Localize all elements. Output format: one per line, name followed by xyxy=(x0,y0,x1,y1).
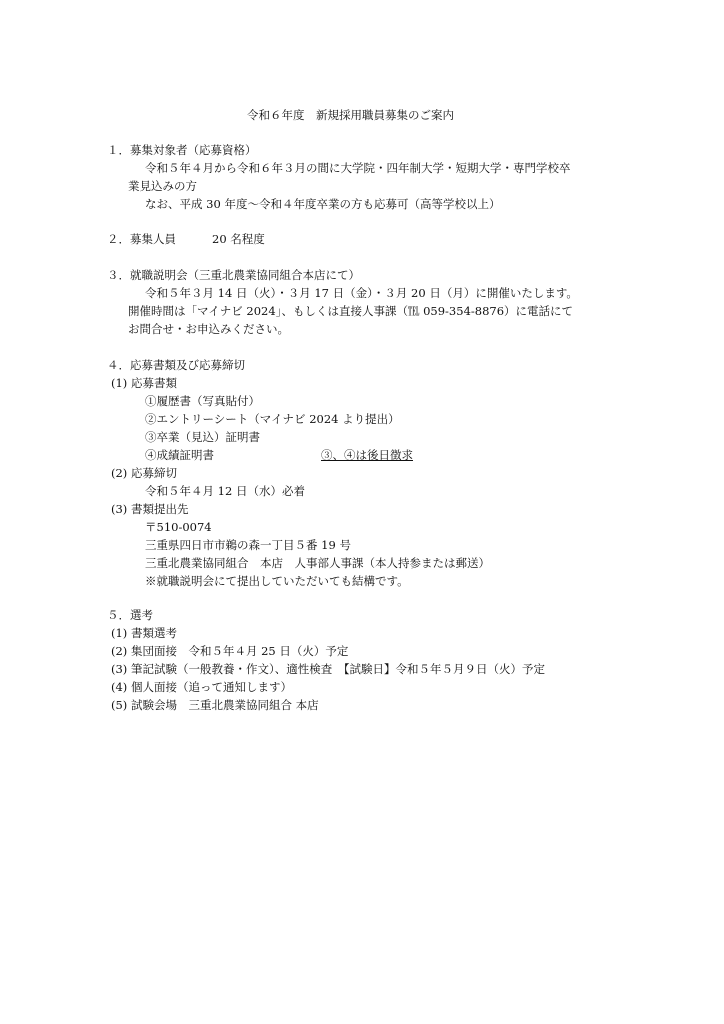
selection-item: (1) 書類選考 xyxy=(111,626,177,640)
subsection-destination: (3) 書類提出先 xyxy=(111,502,189,516)
section-2-heading: ２．募集人員 xyxy=(107,232,176,246)
section-1-line-3: なお、平成 30 年度～令和４年度卒業の方も応募可（高等学校以上） xyxy=(145,197,501,211)
doc-item-1: ①履歴書（写真貼付） xyxy=(145,394,260,408)
deadline-date: 令和５年４月 12 日（水）必着 xyxy=(145,484,305,498)
selection-item: (4) 個人面接（追って通知します） xyxy=(111,680,292,694)
subsection-documents: (1) 応募書類 xyxy=(111,376,177,390)
doc-item-3: ③卒業（見込）証明書 xyxy=(145,430,260,444)
section-3-line-1: 令和５年３月 14 日（火）・３月 17 日（金）・３月 20 日（月）に開催いたします。 xyxy=(145,286,578,300)
destination-office: 三重北農業協同組合 本店 人事部人事課（本人持参または郵送） xyxy=(145,556,490,570)
section-3-heading: ３．就職説明会（三重北農業協同組合本店にて） xyxy=(107,268,360,282)
section-1-heading: １．募集対象者（応募資格） xyxy=(107,143,257,157)
section-5-heading: ５．選考 xyxy=(107,608,153,622)
section-1-line-2: 業見込みの方 xyxy=(128,179,197,193)
section-3-line-3: お問合せ・お申込みください。 xyxy=(128,322,289,336)
page-title: 令和６年度 新規採用職員募集のご案内 xyxy=(247,108,454,122)
recruit-count: 20 名程度 xyxy=(212,232,265,246)
alternative-submission-note: ※就職説明会にて提出していただいても結構です。 xyxy=(145,574,409,588)
postal-code: 〒510-0074 xyxy=(145,520,212,534)
selection-item: (2) 集団面接 令和５年４月 25 日（火）予定 xyxy=(111,644,349,658)
subsection-deadline: (2) 応募締切 xyxy=(111,466,177,480)
section-1-line-1: 令和５年４月から令和６年３月の間に大学院・四年制大学・短期大学・専門学校卒 xyxy=(145,161,571,175)
selection-item: (5) 試験会場 三重北農業協同組合 本店 xyxy=(111,698,319,712)
doc-item-2: ②エントリーシート（マイナビ 2024 より提出） xyxy=(145,412,400,426)
section-3-line-2: 開催時間は「マイナビ 2024」、もしくは直接人事課（℡ 059‐354‐8876）に電話にて xyxy=(128,304,574,318)
selection-item: (3) 筆記試験（一般教養・作文）、適性検査 【試験日】令和５年５月９日（火）予定 xyxy=(111,662,545,676)
address: 三重県四日市市鵜の森一丁目５番 19 号 xyxy=(145,538,351,552)
section-4-heading: ４．応募書類及び応募締切 xyxy=(107,358,245,372)
later-submission-note: ③、④は後日徴求 xyxy=(321,448,413,462)
doc-item-4: ④成績証明書 xyxy=(145,448,214,462)
